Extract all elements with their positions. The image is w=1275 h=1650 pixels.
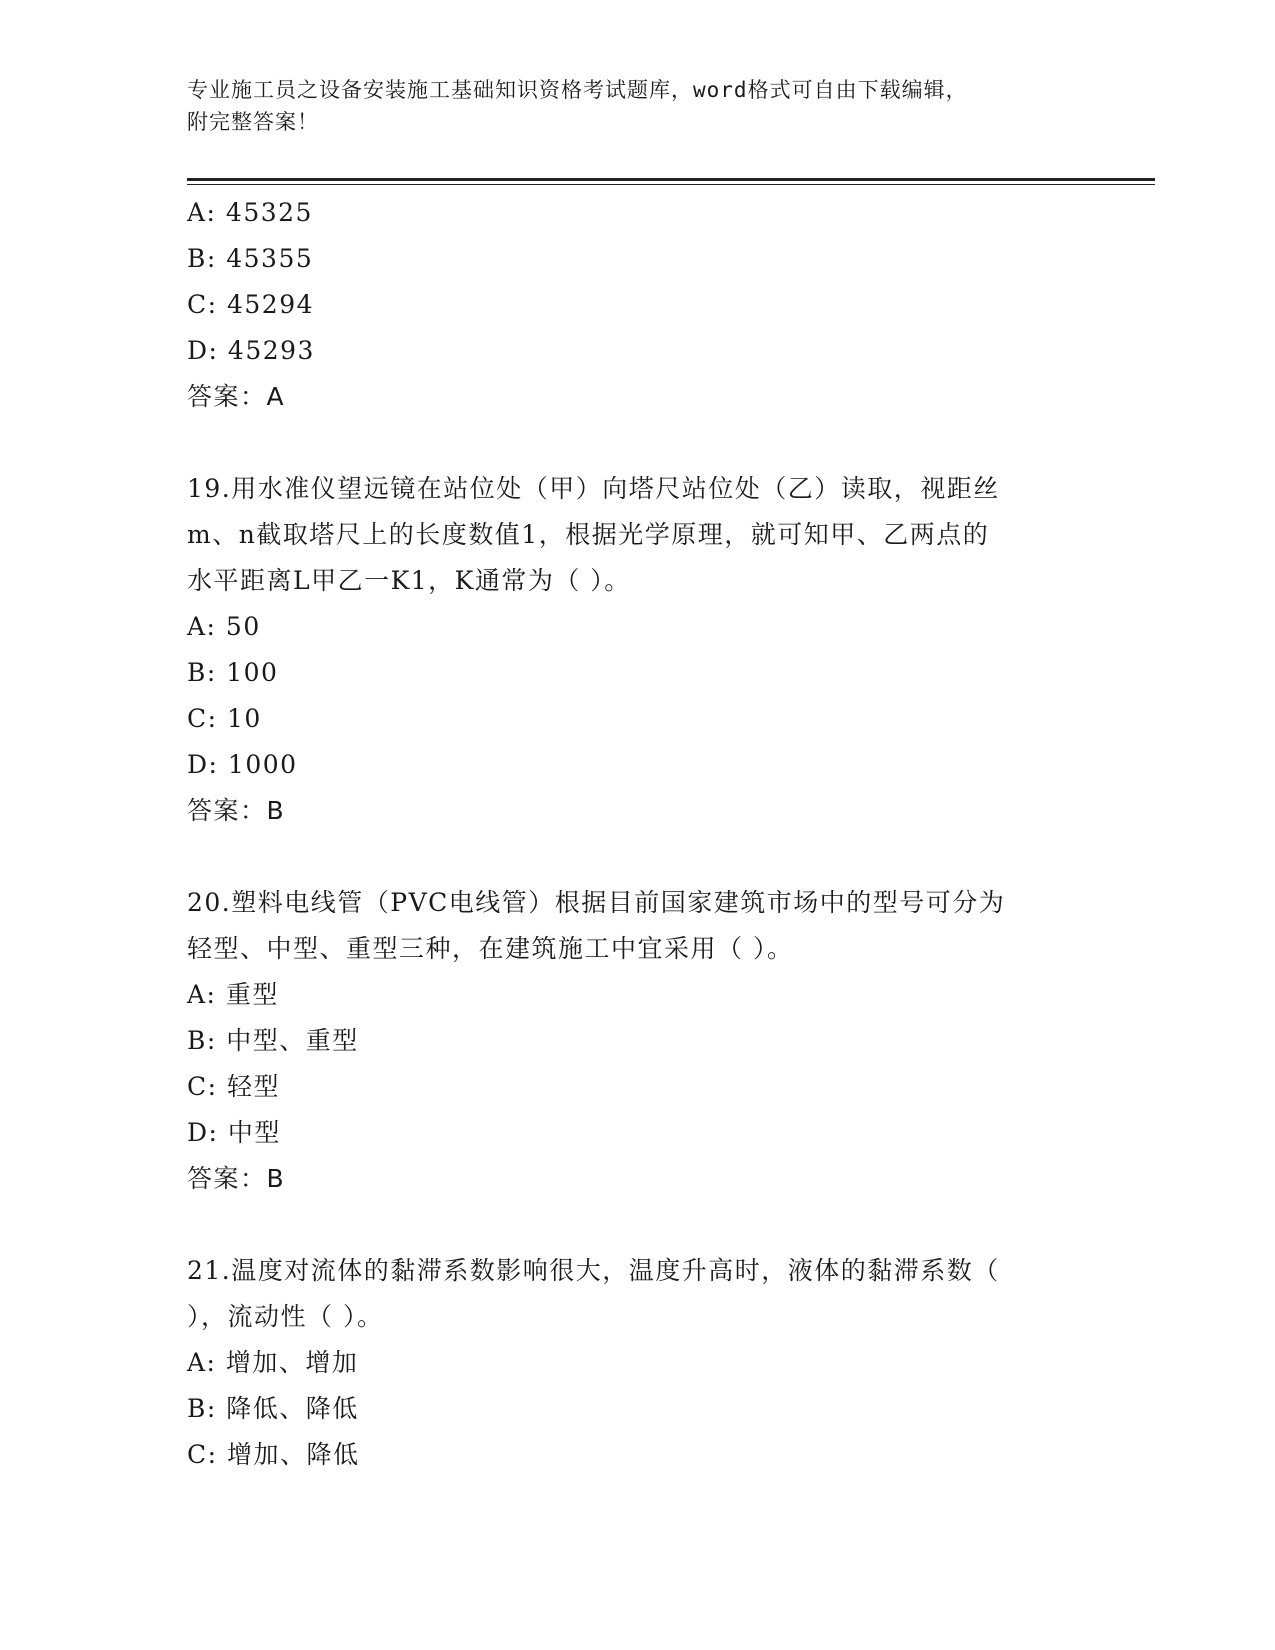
option-a: A: 重型	[187, 980, 279, 1009]
question-19	[187, 466, 1087, 834]
option-c: C: 轻型	[187, 1072, 280, 1101]
question-stem-line: m、n截取塔尺上的长度数值1，根据光学原理，就可知甲、乙两点的	[187, 520, 990, 549]
question-stem-line: ），流动性（ ）。	[187, 1302, 384, 1331]
spacer	[187, 834, 1087, 880]
option-a: A: 50	[187, 612, 261, 641]
header-divider-thick	[187, 178, 1155, 181]
answer-line: 答案：B	[187, 1164, 286, 1193]
answer-line: 答案：A	[187, 382, 286, 411]
option-c: C: 增加、降低	[187, 1440, 360, 1469]
option-b: B: 中型、重型	[187, 1026, 359, 1055]
spacer	[187, 420, 1087, 466]
option-b: B: 降低、降低	[187, 1394, 359, 1423]
question-content	[187, 190, 1087, 1478]
question-20	[187, 880, 1087, 1202]
option-d: D: 45293	[187, 336, 315, 365]
question-18	[187, 190, 1087, 420]
header-divider-thin	[187, 184, 1155, 185]
option-b: B: 45355	[187, 244, 314, 273]
option-b: B: 100	[187, 658, 279, 687]
option-a: A: 45325	[187, 198, 313, 227]
option-d: D: 中型	[187, 1118, 281, 1147]
document-header	[187, 74, 1087, 138]
option-c: C: 10	[187, 704, 262, 733]
option-c: C: 45294	[187, 290, 315, 319]
question-stem-line: 19.用水准仪望远镜在站位处（甲）向塔尺站位处（乙）读取，视距丝	[187, 474, 1000, 503]
header-line-2: 附完整答案！	[187, 110, 319, 134]
header-line-1: 专业施工员之设备安装施工基础知识资格考试题库，word格式可自由下载编辑，	[187, 78, 968, 102]
question-21	[187, 1248, 1087, 1478]
option-d: D: 1000	[187, 750, 298, 779]
question-stem-line: 20.塑料电线管（PVC电线管）根据目前国家建筑市场中的型号可分为	[187, 888, 1006, 917]
answer-line: 答案：B	[187, 796, 286, 825]
question-stem-line: 轻型、中型、重型三种，在建筑施工中宜采用（ ）。	[187, 934, 794, 963]
question-stem-line: 21.温度对流体的黏滞系数影响很大，温度升高时，液体的黏滞系数（	[187, 1256, 1000, 1285]
option-a: A: 增加、增加	[187, 1348, 359, 1377]
question-stem-line: 水平距离L甲乙一K1，K通常为（ ）。	[187, 566, 631, 595]
spacer	[187, 1202, 1087, 1248]
